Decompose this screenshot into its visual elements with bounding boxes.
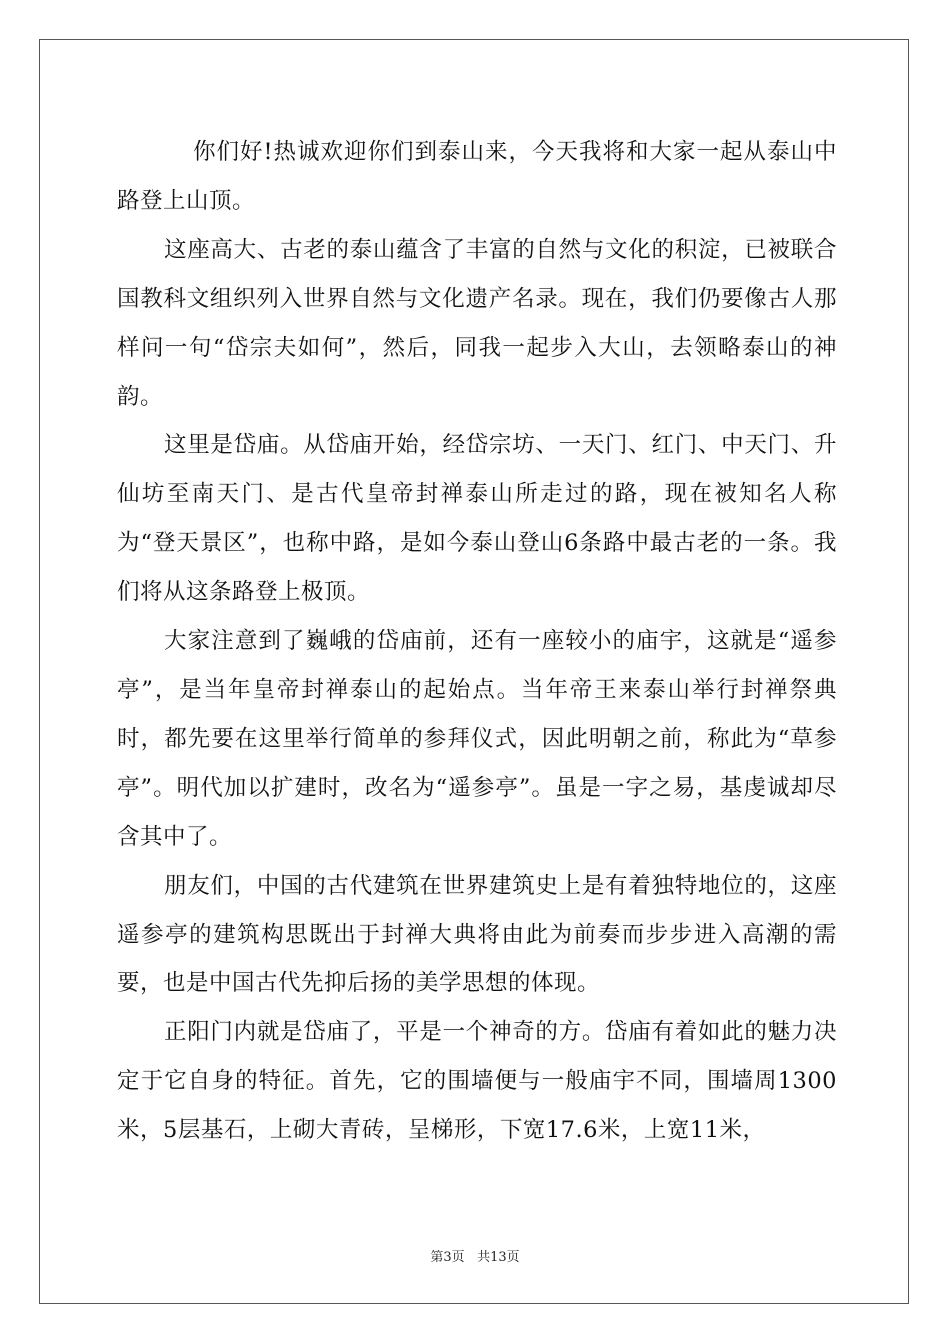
paragraph-4: 大家注意到了巍峨的岱庙前，还有一座较小的庙宇，这就是“遥参亭”，是当年皇帝封禅泰山的起始点。当年帝王来泰山举行封禅祭典时，都先要在这里举行简单的参拜仪式，因此明朝之前，称此为“草参亭”。明代加以扩建时，改名为“遥参亭”。虽是一字之易，基虔诚却尽含其中了。: [117, 628, 837, 850]
page-footer: [0, 1246, 950, 1265]
paragraph-6: 正阳门内就是岱庙了，平是一个神奇的方。岱庙有着如此的魅力决定于它自身的特征。首先，它的围墙便与一般庙宇不同，围墙周1300米，5层基石，上砌大青砖，呈梯形，下宽17.6米，上宽11米，: [117, 1019, 837, 1144]
document-body: [117, 128, 837, 1155]
paragraph-3: 这里是岱庙。从岱庙开始，经岱宗坊、一天门、红门、中天门、升仙坊至南天门、是古代皇帝封禅泰山所走过的路，现在被知名人称为“登天景区”，也称中路，是如今泰山登山6条路中最古老的一条。我们将从这条路登上极顶。: [117, 432, 837, 606]
paragraph-2: 这座高大、古老的泰山蕴含了丰富的自然与文化的积淀，已被联合国教科文组织列入世界自然与文化遗产名录。现在，我们仍要像古人那样问一句“岱宗夫如何”，然后，同我一起步入大山，去领略泰山的神韵。: [117, 236, 837, 410]
paragraph-1: 你们好!热诚欢迎你们到泰山来，今天我将和大家一起从泰山中路登上山顶。: [117, 139, 837, 214]
paragraph-5: 朋友们，中国的古代建筑在世界建筑史上是有着独特地位的，这座遥参亭的建筑构思既出于封禅大典将由此为前奏而步步进入高潮的需要，也是中国古代先抑后扬的美学思想的体现。: [117, 872, 837, 997]
page-number: 第3页: [430, 1250, 465, 1265]
page-total: 共13页: [477, 1250, 520, 1265]
